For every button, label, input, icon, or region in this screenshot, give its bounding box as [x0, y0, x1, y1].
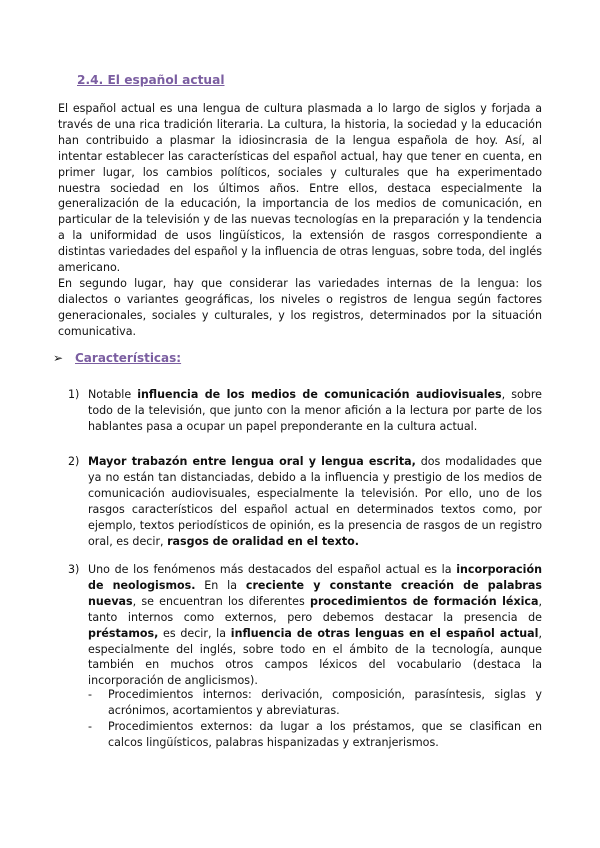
intro-text: [58, 101, 542, 340]
item-text: Mayor trabazón entre lengua oral y lengua escrita, dos modalidades que ya no están tan distanciadas, debido a la influencia y prestigio de los medios de comunicación audiovisuales, especialmente la televisión. Por ello, uno de los rasgos característicos del español actual en determinados textos como, por ejemplo, textos periodísticos de opinión, es la presencia de rasgos de un registro oral, es decir, rasgos de oralidad en el texto.: [88, 455, 542, 548]
dash-bullet: -: [88, 720, 93, 733]
arrow-bullet-icon: ➢: [53, 351, 64, 365]
list-item-1: [68, 387, 542, 435]
sub-item-2: [88, 719, 542, 751]
item-number: 1): [68, 388, 80, 401]
intro-paragraph-1: El español actual es una lengua de cultura plasmada a lo largo de siglos y forjada a través de una rica tradición literaria. La cultura, la historia, la sociedad y la educación han contribuido a plasmar la idiosincrasia de la lengua española de hoy. Así, al intentar establecer las características del español actual, hay que tener en cuenta, en primer lugar, los cambios políticos, sociales y culturales que ha experimentado nuestra sociedad en los últimos años. Entre ellos, destaca especialmente la generalización de la educación, la importancia de los medios de comunicación, en particular de la televisión y de las nuevas tecnologías en la preparación y la tendencia a la uniformidad de usos lingüísticos, la extensión de rasgos correspondiente a distintas variedades del español y la influencia de otras lenguas, sobre toda, del inglés americano.: [58, 102, 542, 275]
list-item-2: [68, 454, 542, 549]
item-text: Uno de los fenómenos más destacados del español actual es la incorporación de neologismos. En la creciente y constante creación de palabras nuevas, se encuentran los diferentes procedimientos de formación léxica, tanto internos como externos, pero debemos destacar la presencia de préstamos, es decir, la influencia de otras lenguas en el español actual, especialmente del inglés, sobre todo en el ámbito de la tecnología, aunque también en muchos otros campos léxicos del vocabulario (destaca la incorporación de anglicismos).: [88, 563, 543, 688]
item-number: 3): [68, 563, 80, 576]
characteristics-label: Características:: [75, 351, 182, 365]
sub-item-text: Procedimientos externos: da lugar a los préstamos, que se clasifican en calcos lingüísticos, palabras hispanizadas y extranjerismos.: [108, 720, 542, 749]
item-number: 2): [68, 455, 80, 468]
section-title: 2.4. El español actual: [77, 73, 225, 87]
list-item-3: [68, 562, 542, 689]
characteristics-heading: [53, 351, 181, 365]
dash-bullet: -: [88, 688, 93, 701]
item-text: Notable influencia de los medios de comunicación audiovisuales, sobre todo de la televisión, que junto con la menor afición a la lectura por parte de los hablantes pasa a ocupar un papel preponderante en la cultura actual.: [88, 388, 542, 433]
sub-item-1: [88, 687, 542, 719]
sub-item-text: Procedimientos internos: derivación, composición, parasíntesis, siglas y acrónimos, acortamientos y abreviaturas.: [108, 688, 542, 717]
intro-paragraph-2: En segundo lugar, hay que considerar las variedades internas de la lengua: los dialectos o variantes geográficas, los niveles o registros de lengua según factores generacionales, sociales y culturales, y los registros, determinados por la situación comunicativa.: [58, 276, 542, 338]
